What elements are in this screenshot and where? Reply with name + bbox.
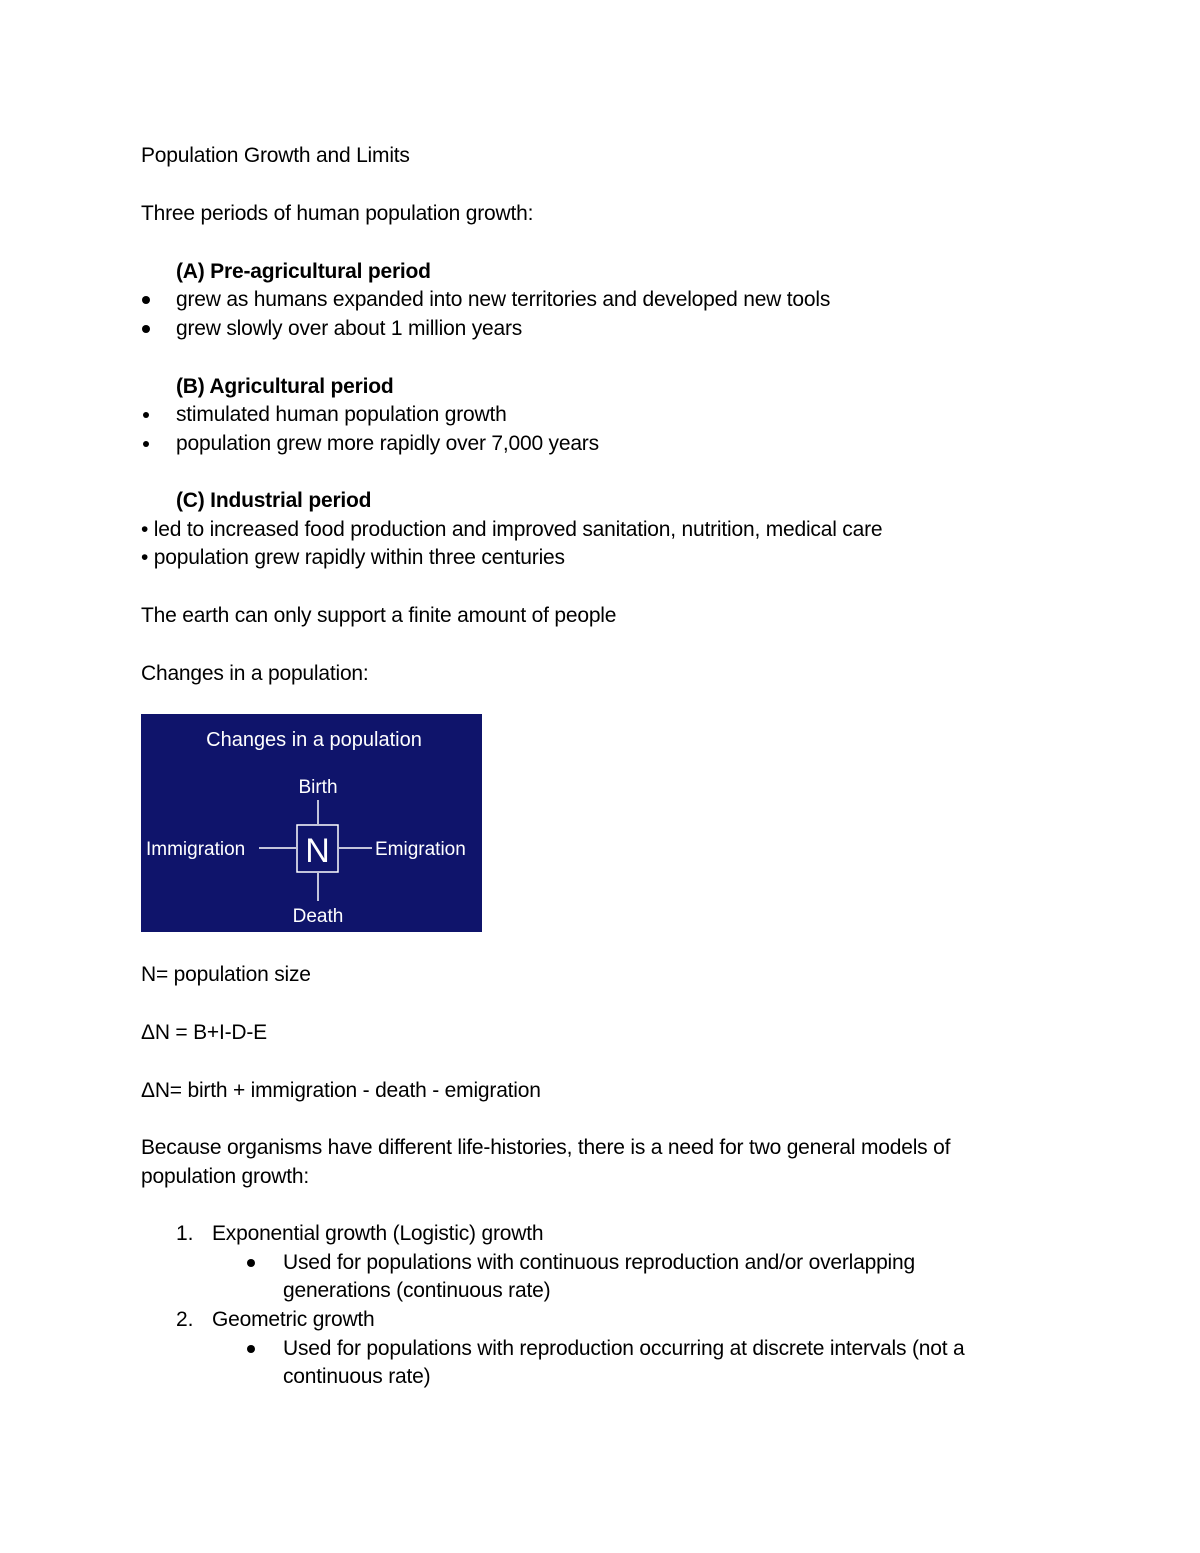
page-title: Population Growth and Limits	[141, 144, 410, 167]
bullet-icon	[142, 325, 150, 333]
model-1-number: 1.	[176, 1222, 194, 1245]
period-a-bullet-2: grew slowly over about 1 million years	[176, 317, 523, 340]
bullet-icon	[247, 1259, 255, 1267]
bullet-icon	[143, 412, 149, 418]
diagram-center-n: N	[305, 832, 330, 870]
model-2-bullet-line-1: Used for populations with reproduction occurring at discrete intervals (not a	[283, 1337, 965, 1360]
diagram-death-label: Death	[292, 906, 344, 927]
bullet-icon	[247, 1345, 255, 1353]
periods-intro: Three periods of human population growth:	[141, 202, 534, 225]
diagram-title: Changes in a population	[206, 729, 422, 751]
bullet-icon	[142, 296, 150, 304]
period-heading-c: (C) Industrial period	[176, 489, 372, 512]
equation-long: ΔN= birth + immigration - death - emigration	[141, 1079, 541, 1102]
model-2-number: 2.	[176, 1308, 194, 1331]
finite-statement: The earth can only support a finite amount of people	[141, 604, 617, 627]
model-2-bullet-line-2: continuous rate)	[283, 1365, 431, 1388]
period-c-bullet-2: • population grew rapidly within three centuries	[141, 546, 565, 569]
equation-short: ΔN = B+I-D-E	[141, 1021, 267, 1044]
changes-label: Changes in a population:	[141, 662, 369, 685]
model-2-name: Geometric growth	[212, 1308, 375, 1331]
models-intro-line-1: Because organisms have different life-histories, there is a need for two general models of	[141, 1136, 951, 1159]
model-1-bullet-line-2: generations (continuous rate)	[283, 1279, 551, 1302]
period-b-bullet-1: stimulated human population growth	[176, 403, 507, 426]
diagram-immigration-label: Immigration	[146, 839, 246, 860]
period-b-bullet-2: population grew more rapidly over 7,000 years	[176, 432, 599, 455]
bullet-icon	[143, 441, 149, 447]
models-intro-line-2: population growth:	[141, 1165, 310, 1188]
diagram-birth-label: Birth	[298, 777, 338, 798]
model-1-bullet-line-1: Used for populations with continuous reproduction and/or overlapping	[283, 1251, 915, 1274]
diagram-emigration-label: Emigration	[375, 839, 466, 860]
diagram-svg	[141, 714, 482, 932]
period-a-bullet-1: grew as humans expanded into new territories and developed new tools	[176, 288, 831, 311]
period-heading-b: (B) Agricultural period	[176, 375, 394, 398]
population-change-diagram	[141, 714, 482, 932]
period-heading-a: (A) Pre-agricultural period	[176, 260, 431, 283]
period-c-bullet-1: • led to increased food production and improved sanitation, nutrition, medical care	[141, 518, 883, 541]
model-1-name: Exponential growth (Logistic) growth	[212, 1222, 544, 1245]
n-definition: N= population size	[141, 963, 311, 986]
